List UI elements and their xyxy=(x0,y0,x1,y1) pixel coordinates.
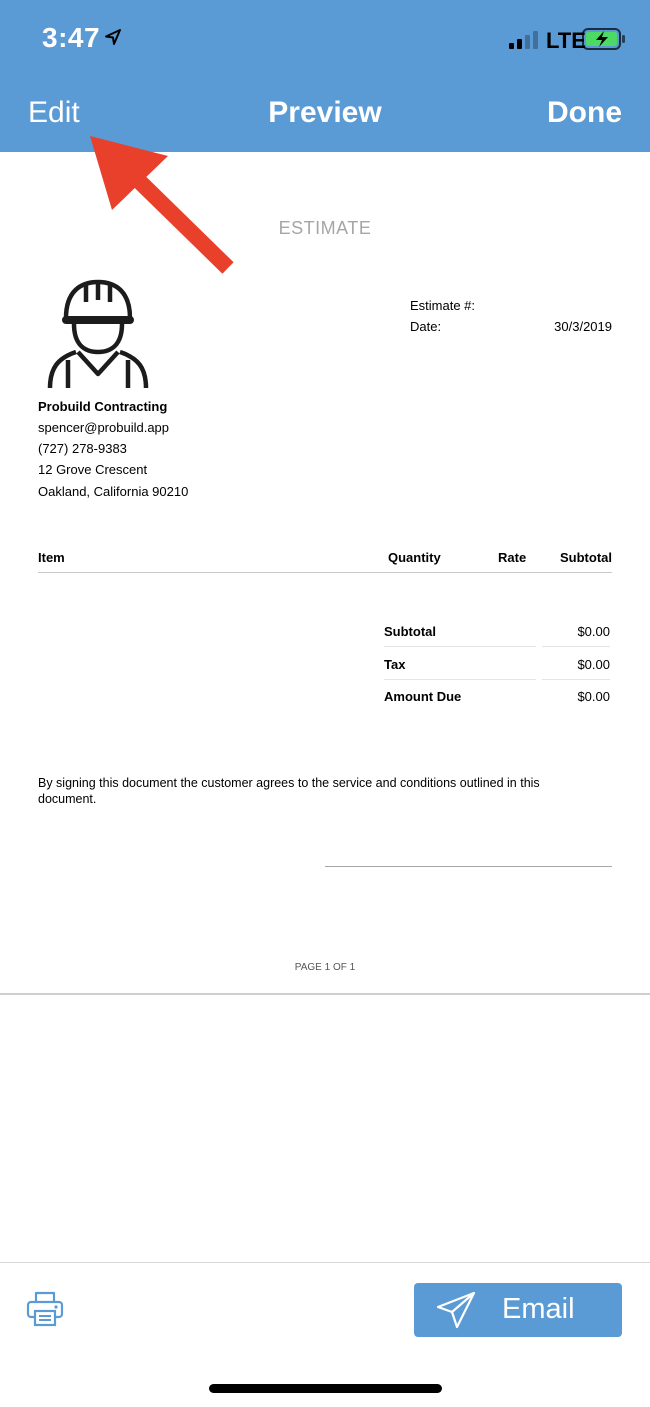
document-bottom-divider xyxy=(0,993,650,995)
totals-divider xyxy=(542,679,610,680)
page-indicator: PAGE 1 OF 1 xyxy=(294,962,356,973)
done-button[interactable]: Done xyxy=(547,96,622,129)
amount-due-label: Amount Due xyxy=(384,689,462,704)
column-header-subtotal: Subtotal xyxy=(560,550,612,565)
company-email: spencer@probuild.app xyxy=(38,420,170,435)
company-address-line2: Oakland, California 90210 xyxy=(38,484,189,499)
cellular-signal-icon xyxy=(508,31,540,49)
totals-divider xyxy=(384,679,536,680)
amount-due-value: $0.00 xyxy=(577,689,610,704)
company-phone: (727) 278-9383 xyxy=(38,441,127,456)
totals-divider xyxy=(542,646,610,647)
document-title: ESTIMATE xyxy=(278,218,372,238)
date-label: Date: xyxy=(410,319,442,334)
construction-worker-icon xyxy=(44,278,152,390)
column-header-rate: Rate xyxy=(498,550,527,565)
column-header-quantity: Quantity xyxy=(388,550,441,565)
status-time: 3:47 xyxy=(42,22,101,53)
battery-charging-icon xyxy=(582,28,626,50)
column-header-item: Item xyxy=(38,550,65,565)
toolbar-divider xyxy=(0,1262,650,1263)
totals-divider xyxy=(384,646,536,647)
tax-label: Tax xyxy=(384,657,406,672)
estimate-number-label: Estimate #: xyxy=(410,298,476,313)
location-arrow-icon xyxy=(104,28,122,46)
printer-icon[interactable] xyxy=(26,1290,64,1328)
email-button[interactable] xyxy=(414,1283,622,1337)
table-header-divider xyxy=(38,572,612,573)
terms-text: By signing this document the customer agrees to the service and conditions outlined in this document. xyxy=(38,776,540,806)
edit-button[interactable]: Edit xyxy=(28,96,80,129)
home-indicator[interactable] xyxy=(209,1384,442,1393)
paper-plane-icon xyxy=(436,1291,476,1329)
company-name: Probuild Contracting xyxy=(38,399,168,414)
date-value: 30/3/2019 xyxy=(554,319,612,334)
subtotal-value: $0.00 xyxy=(577,624,610,639)
email-button-label: Email xyxy=(502,1293,575,1325)
network-type: LTE xyxy=(546,28,586,53)
page-title: Preview xyxy=(268,96,382,129)
tax-value: $0.00 xyxy=(577,657,610,672)
signature-line xyxy=(325,866,612,867)
subtotal-label: Subtotal xyxy=(384,624,436,639)
company-address-line1: 12 Grove Crescent xyxy=(38,462,148,477)
annotation-arrow-icon xyxy=(80,128,250,288)
